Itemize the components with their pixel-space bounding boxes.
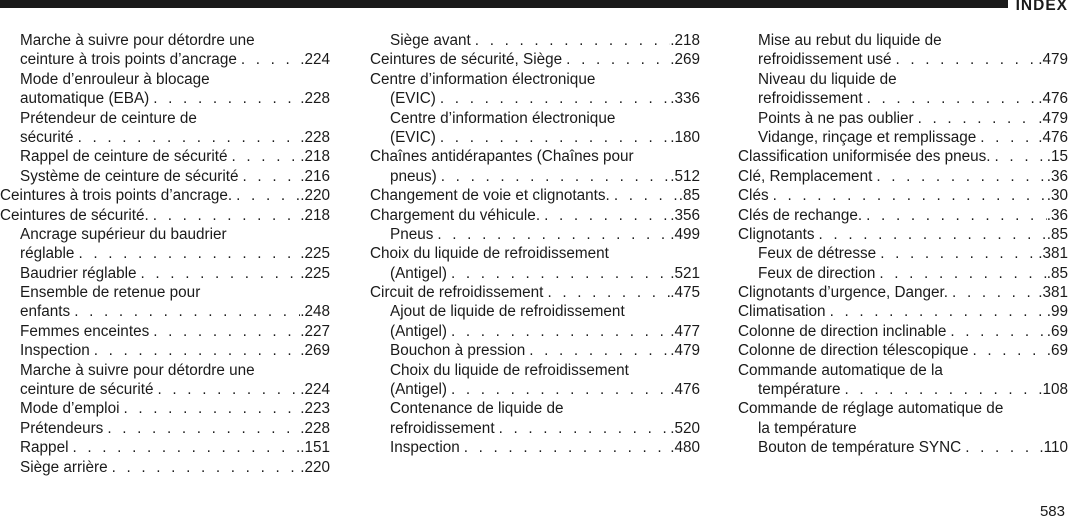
index-entry: [738, 322, 1068, 341]
dot-leader: [119, 399, 300, 418]
dot-leader: [108, 458, 301, 477]
index-entry-page: .228: [300, 419, 330, 437]
index-entry: [370, 283, 700, 302]
index-entry-text: Circuit de refroidissement: [370, 284, 544, 302]
index-entry-text: Pneus: [390, 225, 434, 243]
index-entry: [738, 302, 1068, 321]
index-entry-continuation: Mode d’enrouleur à blocage: [20, 70, 210, 88]
dot-leader: [228, 147, 301, 166]
index-entry-page: .228: [300, 128, 330, 146]
index-entry: [738, 128, 1068, 147]
index-entry-text: Points à ne pas oublier: [758, 109, 914, 127]
index-entry-continuation: Niveau du liquide de: [758, 70, 897, 88]
dot-leader: [976, 128, 1038, 147]
dot-leader: [154, 380, 301, 399]
dot-leader: [137, 264, 301, 283]
index-entry-page: .356: [670, 206, 700, 224]
index-entry-text: Vidange, rinçage et remplissage: [758, 128, 977, 146]
index-entry: [370, 128, 700, 147]
dot-leader: [826, 302, 1047, 321]
index-entry-text: automatique (EBA): [20, 90, 150, 108]
index-entry-continuation: Chaînes antidérapantes (Chaînes pour: [370, 148, 634, 166]
index-entry-page: .269: [300, 342, 330, 360]
index-entry: [370, 341, 700, 360]
index-entry: [370, 322, 700, 341]
dot-leader: [149, 206, 300, 225]
index-entry-page: .521: [670, 264, 700, 282]
index-entry-page: .248: [300, 303, 330, 321]
index-entry-page: .218: [300, 148, 330, 166]
index-entry-continuation: Choix du liquide de refroidissement: [390, 361, 629, 379]
dot-leader: [863, 89, 1039, 108]
index-entry-continuation: Ensemble de retenue pour: [20, 284, 201, 302]
index-entry-text: Siège arrière: [20, 458, 108, 476]
index-entry-text: Clignotants d’urgence, Danger.: [738, 284, 949, 302]
dot-leader: [948, 283, 1038, 302]
index-entry-page: .30: [1046, 187, 1068, 205]
index-entry-page: .85: [1046, 225, 1068, 243]
index-entry-page: .479: [670, 342, 700, 360]
index-entry-page: .218: [300, 206, 330, 224]
index-entry-text: Colonne de direction télescopique: [738, 342, 969, 360]
index-entry: [0, 438, 330, 457]
index-entry-continuation: la température: [758, 419, 857, 437]
index-entry: [370, 167, 700, 186]
index-entry-text: pneus): [390, 167, 437, 185]
index-entry-continuation: Marche à suivre pour détordre une: [20, 361, 255, 379]
index-entry-text: ceinture à trois points d’ancrage: [20, 51, 237, 69]
page-header-title: INDEX: [1015, 0, 1068, 14]
index-entry-page: .224: [300, 51, 330, 69]
index-entry-page: .512: [670, 167, 700, 185]
index-entry-page: .110: [1039, 439, 1068, 457]
dot-leader: [447, 264, 670, 283]
index-entry-page: .269: [670, 51, 700, 69]
index-entry-text: Inspection: [390, 439, 460, 457]
index-entry-page: .228: [300, 90, 330, 108]
index-entry: [0, 264, 330, 283]
index-entry: [738, 264, 1068, 283]
index-entry: [370, 438, 700, 457]
index-entry-text: Feux de détresse: [758, 245, 877, 263]
index-entry: [738, 438, 1068, 457]
index-entry-continuation: Ancrage supérieur du baudrier: [20, 225, 227, 243]
index-entry-continuation: Ajout de liquide de refroidissement: [390, 303, 625, 321]
index-entry-text: Clé, Remplacement: [738, 167, 873, 185]
index-entry-continuation: Commande automatique de la: [738, 361, 943, 379]
index-entry-text: Changement de voie et clignotants.: [370, 187, 610, 205]
dot-leader: [872, 167, 1046, 186]
index-entry-text: Femmes enceintes: [20, 322, 150, 340]
index-entry: [370, 264, 700, 283]
index-entry: [370, 225, 700, 244]
index-entry: [370, 31, 700, 50]
index-entry: [738, 89, 1068, 108]
index-entry-text: Clés de rechange.: [738, 206, 863, 224]
index-entry-text: Siège avant: [390, 32, 471, 49]
index-entry: [738, 225, 1068, 244]
index-column-1: [0, 31, 330, 477]
index-entry-text: (Antigel): [390, 264, 447, 282]
index-entry-page: .85: [678, 187, 700, 205]
dot-leader: [610, 186, 679, 205]
index-entry-page: .151: [300, 439, 330, 457]
index-entry-text: Chargement du véhicule.: [370, 206, 541, 224]
index-entry-page: .479: [1038, 51, 1068, 69]
index-entry-page: .108: [1038, 381, 1068, 399]
dot-leader: [90, 341, 300, 360]
index-entry-continuation: Centre d’information électronique: [390, 109, 616, 127]
index-entry: [0, 167, 330, 186]
index-entry-page: .381: [1038, 245, 1068, 263]
index-entry-text: Rappel: [20, 439, 69, 457]
dot-leader: [149, 322, 300, 341]
index-entry-text: sécurité: [20, 128, 74, 146]
index-entry: [370, 186, 700, 205]
index-entry: [0, 322, 330, 341]
index-entry: [0, 50, 330, 69]
index-entry-page: .224: [300, 381, 330, 399]
dot-leader: [562, 50, 670, 69]
index-entry-page: .381: [1038, 284, 1068, 302]
index-entry-page: .99: [1046, 303, 1068, 321]
index-entry: [0, 147, 330, 166]
dot-leader: [862, 206, 1047, 225]
index-entry-page: .475: [670, 284, 700, 302]
index-entry-continuation: Contenance de liquide de: [390, 400, 564, 418]
dot-leader: [840, 380, 1038, 399]
index-entry-text: refroidissement: [758, 90, 863, 108]
index-entry: [738, 341, 1068, 360]
index-entry-page: .480: [670, 439, 700, 457]
index-entry: [738, 244, 1068, 263]
dot-leader: [447, 380, 670, 399]
index-entry-text: Mode d’emploi: [20, 400, 120, 418]
dot-leader: [815, 225, 1047, 244]
index-entry-continuation: Prétendeur de ceinture de: [20, 109, 197, 127]
index-entry-text: Ceintures de sécurité.: [0, 206, 149, 224]
dot-leader: [437, 167, 670, 186]
dot-leader: [543, 283, 670, 302]
index-entry-text: Bouton de température SYNC: [758, 439, 962, 457]
index-entry: [738, 109, 1068, 128]
index-entry-text: Système de ceinture de sécurité: [20, 167, 239, 185]
index-entry-continuation: Mise au rebut du liquide de: [758, 32, 942, 49]
index-entry: [370, 50, 700, 69]
index-entry: [738, 186, 1068, 205]
index-entry-page: .216: [300, 167, 330, 185]
index-entry-page: .225: [300, 264, 330, 282]
index-entry-page: .476: [670, 381, 700, 399]
index-entry-text: Clés: [738, 187, 769, 205]
header-bar: [0, 0, 1008, 8]
index-entry-page: .220: [300, 458, 330, 476]
dot-leader: [74, 244, 300, 263]
index-entry: [738, 283, 1068, 302]
dot-leader: [968, 341, 1046, 360]
index-entry-text: Feux de direction: [758, 264, 876, 282]
index-entry: [370, 206, 700, 225]
dot-leader: [891, 50, 1038, 69]
index-entry: [738, 167, 1068, 186]
dot-leader: [876, 244, 1038, 263]
index-entry: [0, 302, 330, 321]
index-entry-page: .36: [1046, 206, 1068, 224]
page-number: 583: [1039, 503, 1065, 520]
index-entry-text: Bouchon à pression: [390, 342, 526, 360]
index-entry-page: .336: [670, 90, 700, 108]
index-entry-text: (Antigel): [390, 322, 447, 340]
index-entry: [0, 244, 330, 263]
index-entry: [0, 399, 330, 418]
dot-leader: [961, 438, 1039, 457]
index-entry-page: .476: [1038, 90, 1068, 108]
dot-leader: [74, 128, 301, 147]
dot-leader: [232, 186, 300, 205]
index-entry-continuation: Commande de réglage automatique de: [738, 400, 1004, 418]
index-entry: [370, 380, 700, 399]
index-entry: [0, 380, 330, 399]
index-entry-continuation: Centre d’information électronique: [370, 70, 596, 88]
dot-leader: [914, 109, 1039, 128]
index-entry-text: Climatisation: [738, 303, 826, 321]
dot-leader: [68, 438, 300, 457]
index-entry: [0, 458, 330, 477]
dot-leader: [237, 50, 300, 69]
dot-leader: [946, 322, 1046, 341]
index-entry: [370, 89, 700, 108]
dot-leader: [769, 186, 1047, 205]
index-entry: [738, 380, 1068, 399]
index-entry-text: (EVIC): [390, 90, 436, 108]
index-entry-text: Prétendeurs: [20, 419, 104, 437]
dot-leader: [460, 438, 670, 457]
index-entry-text: (Antigel): [390, 381, 447, 399]
dot-leader: [525, 341, 670, 360]
index-entry: [0, 128, 330, 147]
index-entry: [738, 50, 1068, 69]
index-entry-page: .477: [670, 322, 700, 340]
index-entry-continuation: Choix du liquide de refroidissement: [370, 245, 609, 263]
index-entry: [0, 206, 330, 225]
index-entry-page: .227: [300, 322, 330, 340]
index-entry-text: Classification uniformisée des pneus.: [738, 148, 991, 166]
index-entry: [0, 89, 330, 108]
index-entry-text: Ceintures de sécurité, Siège: [370, 51, 563, 69]
dot-leader: [103, 419, 300, 438]
index-entry: [0, 186, 330, 205]
dot-leader: [471, 31, 670, 50]
dot-leader: [436, 128, 670, 147]
index-entry-page: .15: [1046, 148, 1068, 166]
index-entry: [0, 419, 330, 438]
index-entry-page: .499: [670, 225, 700, 243]
index-entry-page: .36: [1046, 167, 1068, 185]
index-entry-text: ceinture de sécurité: [20, 381, 154, 399]
dot-leader: [875, 264, 1046, 283]
index-entry: [0, 341, 330, 360]
dot-leader: [540, 206, 670, 225]
index-entry-page: .85: [1046, 264, 1068, 282]
index-entry-page: .479: [1038, 109, 1068, 127]
index-entry-text: refroidissement usé: [758, 51, 892, 69]
index-entry-text: Baudrier réglable: [20, 264, 137, 282]
dot-leader: [239, 167, 301, 186]
dot-leader: [436, 89, 670, 108]
dot-leader: [70, 302, 300, 321]
index-entry-page: .220: [300, 187, 330, 205]
index-entry-text: réglable: [20, 245, 75, 263]
dot-leader: [991, 147, 1047, 166]
index-column-2: [370, 31, 700, 458]
index-entry-text: Ceintures à trois points d’ancrage.: [0, 187, 233, 205]
index-entry: [370, 419, 700, 438]
index-entry-continuation: Marche à suivre pour détordre une: [20, 32, 255, 49]
dot-leader: [495, 419, 671, 438]
index-entry: [738, 147, 1068, 166]
index-entry-page: .69: [1046, 322, 1068, 340]
index-entry-page: .476: [1038, 128, 1068, 146]
dot-leader: [433, 225, 670, 244]
index-entry-text: enfants: [20, 303, 71, 321]
index-entry-text: (EVIC): [390, 128, 436, 146]
index-entry-page: .180: [670, 128, 700, 146]
index-entry-page: .225: [300, 245, 330, 263]
index-entry-text: température: [758, 381, 841, 399]
index-entry-text: Rappel de ceinture de sécurité: [20, 148, 228, 166]
index-entry-text: Clignotants: [738, 225, 815, 243]
dot-leader: [149, 89, 300, 108]
index-entry-page: .218: [670, 32, 700, 49]
index-column-3: [738, 31, 1068, 458]
index-entry: [738, 206, 1068, 225]
index-entry-text: Colonne de direction inclinable: [738, 322, 947, 340]
index-entry-page: .223: [300, 400, 330, 418]
index-entry-text: refroidissement: [390, 419, 495, 437]
index-entry-page: .520: [670, 419, 700, 437]
dot-leader: [447, 322, 670, 341]
index-entry-text: Inspection: [20, 342, 90, 360]
index-entry-page: .69: [1046, 342, 1068, 360]
